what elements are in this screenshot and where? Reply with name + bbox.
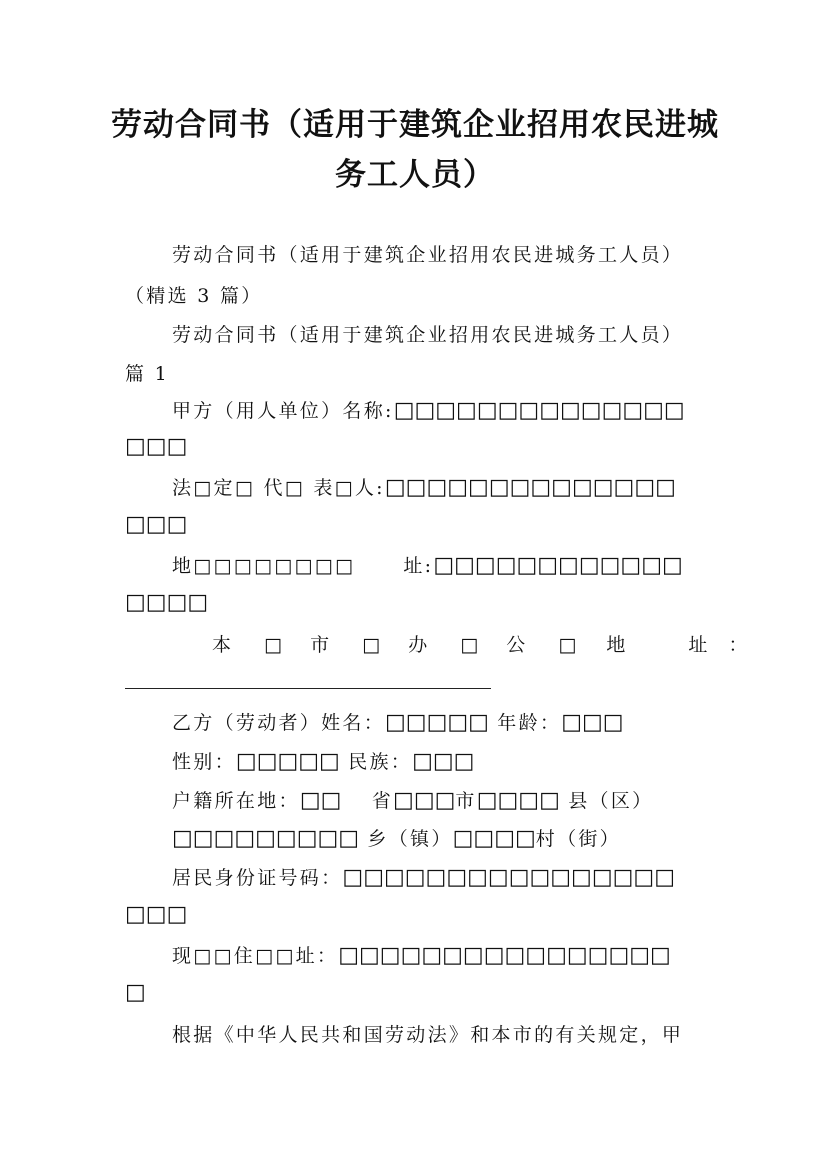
party-b-name-label: 乙方（劳动者）姓名： [172,712,386,734]
village-label: 村（街） [535,828,621,850]
section-heading-line-1: 劳动合同书（适用于建筑企业招用农民进城务工人员） [172,324,684,346]
office-char: 办 [408,634,428,656]
township-boxes: □□□□□□□□□ [172,826,360,851]
hukou-row [172,786,653,813]
subtitle-line-1: 劳动合同书（适用于建筑企业招用农民进城务工人员） [172,244,684,266]
province-boxes: □□□ [393,788,456,813]
office-char: □ [264,634,282,656]
section-heading-line-2: 篇 1 [125,363,170,385]
title-line-2: 务工人员） [335,157,495,193]
village-boxes: □□□□ [452,826,536,851]
legal-rep-row [172,473,676,500]
hukou-boxes: □□ [299,788,342,813]
legal-rep-label: 法□定□ 代□ 表□人: [172,477,385,499]
address-boxes-continued: □□□□ [125,590,209,615]
current-address-boxes: □□□□□□□□□□□□□□□□ [338,943,671,968]
party-a-name-row [172,396,685,423]
office-char: □ [558,634,577,656]
hukou-label: 户籍所在地： [172,790,300,812]
legal-rep-boxes-continued: □□□ [125,512,188,537]
office-char: 地 [606,634,626,656]
party-b-row [172,708,624,735]
id-boxes: □□□□□□□□□□□□□□□□ [342,865,675,890]
address-row [172,551,683,578]
age-label: 年龄： [497,712,562,734]
legal-rep-boxes: □□□□□□□□□□□□□□ [384,475,676,500]
title-line-1: 劳动合同书（适用于建筑企业招用农民进城 [111,107,719,143]
party-a-name-label: 甲方（用人单位）名称: [172,400,394,422]
office-char: 公 [506,634,526,656]
ethnicity-boxes: □□□ [412,749,475,774]
gender-boxes: □□□□□ [235,749,340,774]
office-address-row [212,630,748,657]
county-label: 县（区） [568,790,654,812]
city-boxes: □□□□ [476,788,560,813]
party-b-name-boxes: □□□□□ [385,710,489,735]
gender-label: 性别： [172,751,236,773]
id-label: 居民身份证号码： [172,867,343,889]
document-title [110,100,720,200]
township-row [172,824,621,851]
office-char: □ [460,634,479,656]
id-row [172,863,675,890]
township-label: 乡（镇） [367,828,453,850]
current-address-row [172,941,671,968]
office-char: 本 [212,634,232,656]
id-boxes-continued: □□□ [125,902,188,927]
office-char: □ [362,634,381,656]
office-char: 址 [688,634,708,656]
province-label: 省 [371,790,394,812]
current-address-label: 现□□住□□址： [172,945,339,967]
address-label-start: 地□□□□□□□□ [172,555,356,577]
city-label: 市 [455,790,477,812]
address-boxes: □□□□□□□□□□□□ [433,553,683,578]
subtitle-line-2: （精选 3 篇） [125,285,263,307]
basis-paragraph: 根据《中华人民共和国劳动法》和本市的有关规定，甲 [172,1024,684,1046]
current-address-boxes-continued: □ [125,980,146,1005]
fill-in-underline [125,688,491,689]
ethnicity-label: 民族： [348,751,413,773]
gender-row [172,747,474,774]
age-boxes: □□□ [561,710,624,735]
party-a-name-boxes-continued: □□□ [125,434,188,459]
address-label-end: 址: [403,555,434,577]
party-a-name-boxes: □□□□□□□□□□□□□□ [393,398,685,423]
office-char: 市 [310,634,330,656]
office-char: ： [728,634,748,656]
